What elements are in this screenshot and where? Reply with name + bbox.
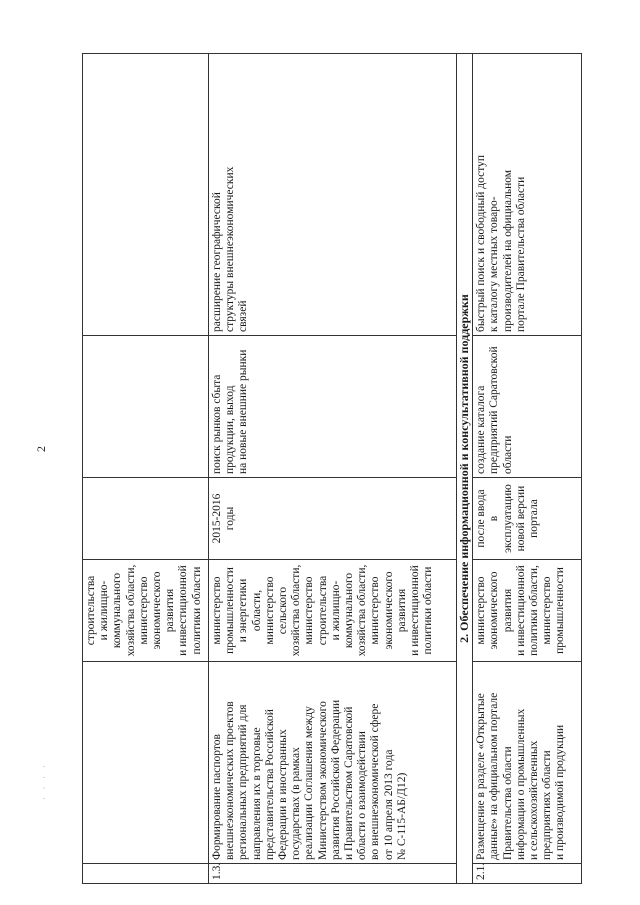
cell-term: после ввода в эксплуатацию новой версии портала xyxy=(473,478,582,560)
scan-artifact: · · · · xyxy=(40,762,49,800)
rotated-page xyxy=(82,54,582,884)
cell-term: 2015-2016 годы xyxy=(209,478,457,560)
cell-result: создание каталога предприятий Саратовской области xyxy=(473,336,582,478)
cell-term xyxy=(83,478,209,560)
cell-executors: министерство экономического развития и инвестиционной политики области, министерство промышленности xyxy=(473,560,582,662)
table-row xyxy=(209,54,457,884)
section-row xyxy=(457,54,473,884)
cell-result xyxy=(83,336,209,478)
cell-indicator: быстрый поиск и свободный доступ к каталогу местных товаро- производителей на официальном портале Правительства области xyxy=(473,54,582,336)
plan-table xyxy=(82,53,582,884)
cell-event: Формирование паспортов внешнеэкономических проектов региональных предприятий для направления их в торговые представительства Российской Федерации в иностранных государствах (в рамках реализации Соглашения между Министерством экономического развития Российской Федерации и Правительством Саратовской области о взаимодействии во внешнеэкономической сфере от 10 апреля 2013 года № С-115-АБ/Д12) xyxy=(209,662,457,864)
cell-executors: министерство промышленности и энергетики области, министерство сельского хозяйства области, министерство строительства и жилищно- коммунального хозяйства области, министерство экономического развития и инвестиционной политики области xyxy=(209,560,457,662)
cell-executors: строительства и жилищно- коммунального хозяйства области, министерство экономического развития и инвестиционной политики области xyxy=(83,560,209,662)
table-row xyxy=(473,54,582,884)
page-number: 2 xyxy=(34,446,48,452)
table-row xyxy=(83,54,209,884)
section-title: 2. Обеспечение информационной и консультативной поддержки xyxy=(457,54,473,884)
cell-num: 1.3. xyxy=(209,864,457,884)
cell-event: Размещение в разделе «Открытые данные» на официальном портале Правительства области информации о промышленных и сельскохозяйственных предприятиях области и производимой продукции xyxy=(473,662,582,864)
cell-num xyxy=(83,864,209,884)
cell-event xyxy=(83,662,209,864)
cell-num: 2.1. xyxy=(473,864,582,884)
cell-indicator xyxy=(83,54,209,336)
cell-result: поиск рынков сбыта продукции, выход на новые внешние рынки xyxy=(209,336,457,478)
cell-indicator: расширение географической структуры внешнеэкономических связей xyxy=(209,54,457,336)
